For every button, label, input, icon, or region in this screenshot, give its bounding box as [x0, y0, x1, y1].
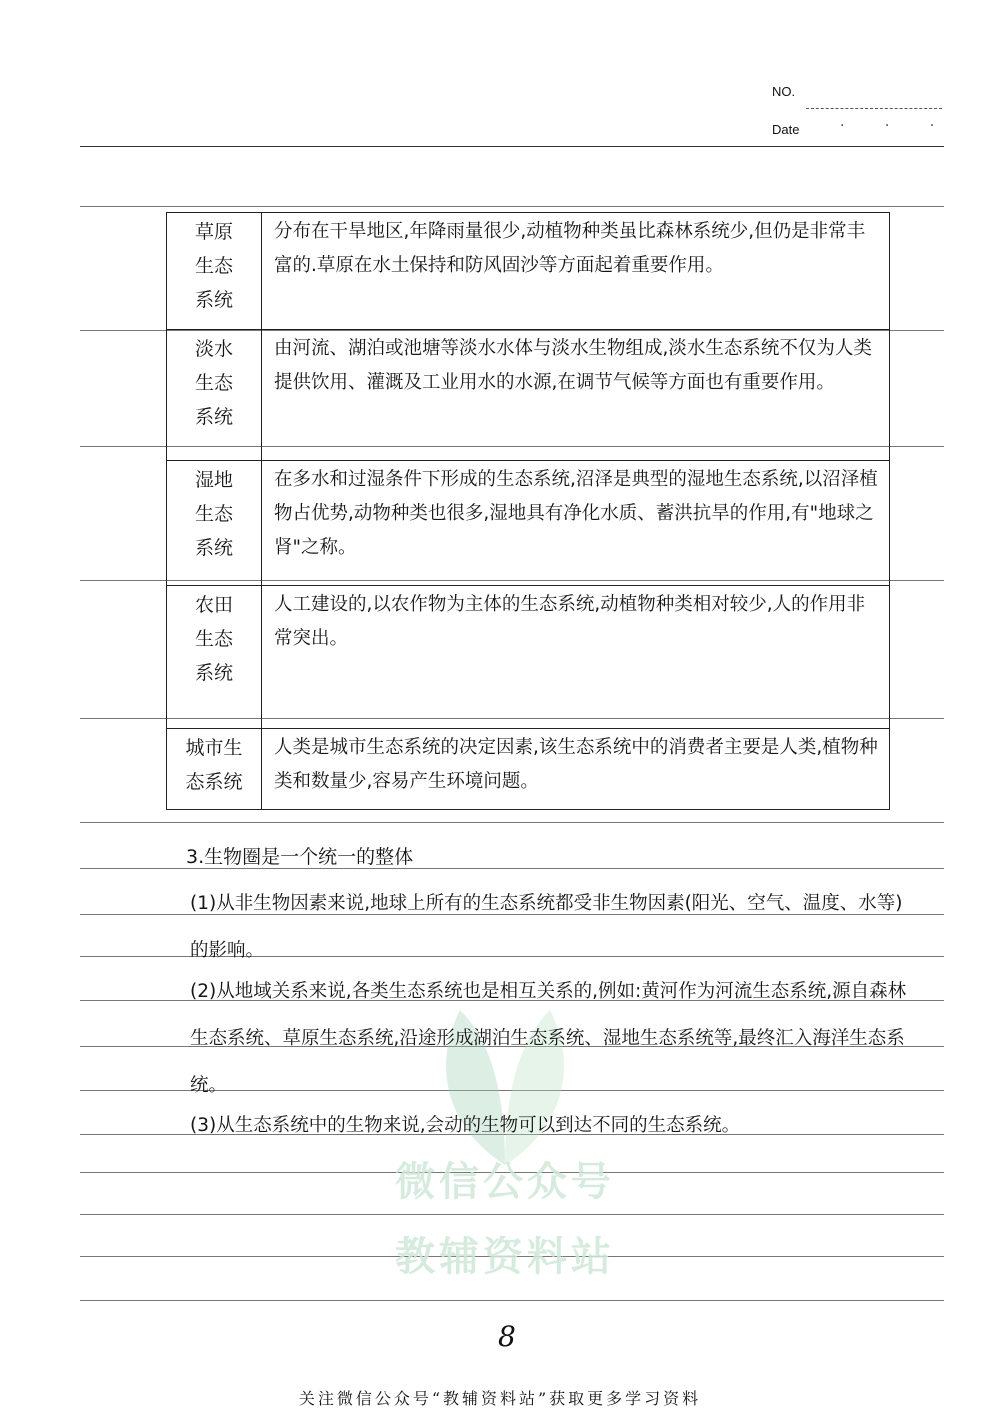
ecosystem-name-part: 系统: [194, 406, 233, 428]
section-title: 3.生物圈是一个统一的整体: [186, 846, 414, 868]
ecosystem-name-part: 生态: [194, 628, 233, 650]
ecosystem-name-part: 生态: [194, 372, 233, 394]
table-row: [167, 330, 890, 461]
page-number: 8: [498, 1320, 516, 1353]
ruled-line: [80, 822, 944, 823]
footer-notice: 关注微信公众号“教辅资料站”获取更多学习资料: [298, 1389, 702, 1408]
ecosystem-description: 由河流、湖泊或池塘等淡水水体与淡水生物组成,淡水生态系统不仅为人类提供饮用、灌溉及工业用水的水源,在调节气候等方面也有重要作用。: [262, 330, 890, 461]
ruled-line: [80, 1300, 944, 1301]
ecosystem-table: [166, 212, 890, 810]
paragraph-organisms: (3)从生态系统中的生物来说,会动的生物可以到达不同的生态系统。: [190, 1115, 741, 1136]
ecosystem-name-cell: [167, 586, 262, 729]
ecosystem-name-part: 系统: [194, 537, 233, 559]
header-no-label: NO.: [772, 84, 796, 99]
ecosystem-name-part: 淡水: [194, 338, 233, 360]
ecosystem-description: 在多水和过湿条件下形成的生态系统,沼泽是典型的湿地生态系统,以沼泽植物占优势,动物种类也很多,湿地具有净化水质、蓄洪抗旱的作用,有"地球之肾"之称。: [262, 461, 890, 586]
table-row: [167, 461, 890, 586]
ecosystem-description: 人类是城市生态系统的决定因素,该生态系统中的消费者主要是人类,植物种类和数量少,容易产生环境问题。: [262, 729, 890, 810]
ecosystem-name-cell: [167, 213, 262, 330]
header-no-line: [806, 108, 942, 109]
ecosystem-name-part: 生态: [194, 503, 233, 525]
ruled-line: [80, 206, 944, 207]
watermark: [360, 1150, 650, 1282]
ecosystem-name-cell: [167, 330, 262, 461]
paragraph-nonbiotic: (1)从非生物因素来说,地球上所有的生态系统都受非生物因素(阳光、空气、温度、水等)的影响。: [190, 893, 903, 961]
paragraph-geographic: (2)从地域关系来说,各类生态系统也是相互关系的,例如:黄河作为河流生态系统,源自森林生态系统、草原生态系统,沿途形成湖泊生态系统、湿地生态系统等,最终汇入海洋生态系统。: [190, 981, 907, 1096]
ecosystem-name-part: 湿地: [194, 469, 233, 491]
ecosystem-description: 人工建设的,以农作物为主体的生态系统,动植物种类相对较少,人的作用非常突出。: [262, 586, 890, 729]
header-date-dots: · · ·: [840, 118, 953, 134]
header-rule: [80, 146, 944, 147]
ecosystem-description: 分布在干旱地区,年降雨量很少,动植物种类虽比森林系统少,但仍是非常丰富的.草原在水土保持和防风固沙等方面起着重要作用。: [262, 213, 890, 330]
watermark-line1: 微信公众号: [395, 1159, 615, 1205]
ecosystem-name-part: 农田: [194, 594, 233, 616]
ecosystem-name-cell: [167, 729, 262, 810]
ecosystem-name-part: 生态: [194, 255, 233, 277]
ecosystem-name-part: 系统: [194, 662, 233, 684]
table-row: [167, 729, 890, 810]
ecosystem-name-cell: [167, 461, 262, 586]
ecosystem-name-part: 系统: [194, 289, 233, 311]
table-row: [167, 213, 890, 330]
ecosystem-name-part: 城市生: [185, 737, 243, 759]
ecosystem-name-part: 草原: [194, 221, 233, 243]
watermark-line2: 教辅资料站: [395, 1234, 615, 1280]
header-date-label: Date: [772, 122, 800, 137]
ecosystem-name-part: 态系统: [185, 771, 243, 793]
table-row: [167, 586, 890, 729]
